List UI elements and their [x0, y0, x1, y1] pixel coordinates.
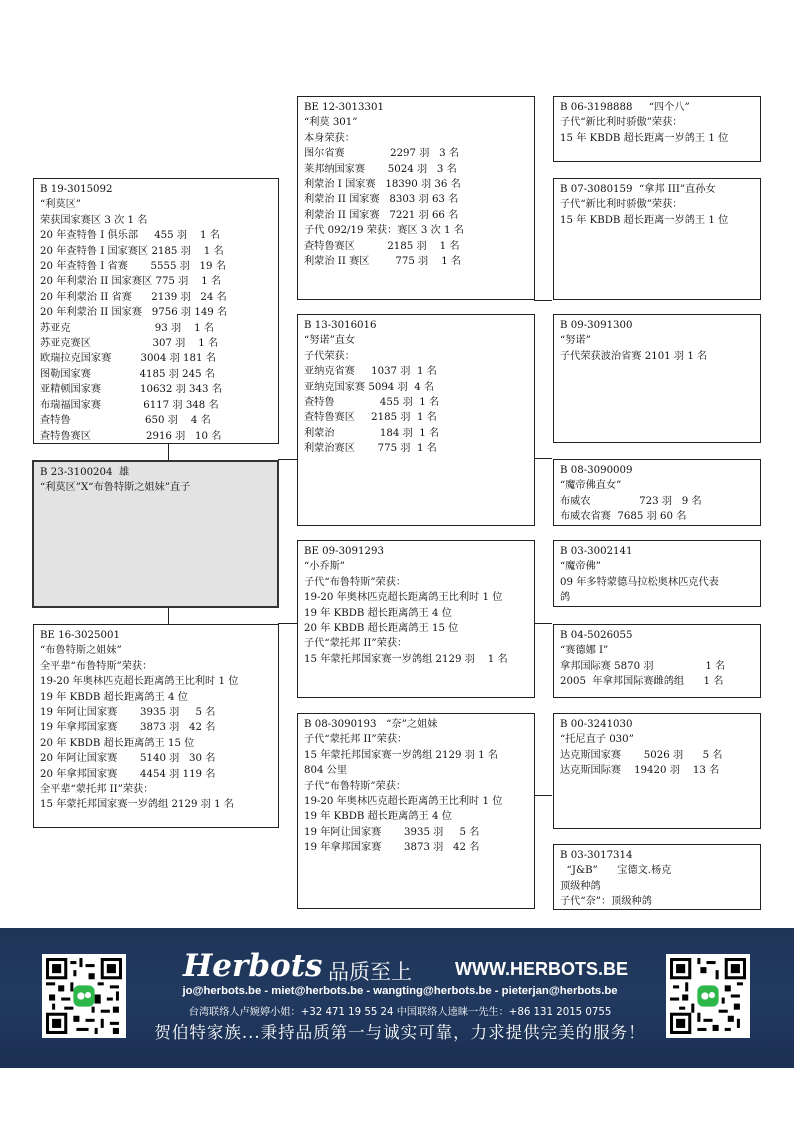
card-line: 15 年蒙托邦国家赛一岁鸽组 2129 羽 1 名: [40, 799, 234, 811]
card-line: “J&B” 宝德文.杨克: [560, 865, 672, 877]
card-line: 19 年阿让国家赛 3935 羽 5 名: [40, 707, 216, 719]
card-line: 利蒙治 II 国家赛 8303 羽 63 名: [304, 194, 459, 206]
card-line: “努诺”直女: [304, 335, 356, 347]
ancestor-card: [553, 314, 761, 443]
card-line: 19-20 年奥林匹克超长距离鸽王比利时 1 位: [40, 676, 239, 688]
card-line: 鸽: [560, 592, 571, 604]
card-line: 09 年多特蒙德马拉松奥林匹克代表: [560, 576, 719, 588]
card-line: 子代“新比利时骄傲”荣获：: [560, 117, 683, 129]
ancestor-card: [553, 540, 761, 607]
ring-number: B 04-5026055: [560, 630, 633, 641]
card-line: 图勒国家赛 4185 羽 245 名: [40, 368, 215, 380]
ring-number: B 19-3015092: [40, 184, 113, 195]
card-line: “小乔斯”: [304, 561, 345, 573]
card-line: 查特鲁 455 羽 1 名: [304, 397, 440, 409]
card-line: “利莫区”X“布鲁特斯之姐妹”直子: [40, 482, 191, 494]
sire-dam-card: [297, 314, 535, 526]
card-line: 19-20 年奥林匹克超长距离鸽王比利时 1 位: [304, 592, 503, 604]
card-line: 查特鲁赛区 2916 羽 10 名: [40, 430, 222, 442]
connector-line: [168, 607, 169, 624]
contact-numbers: 台湾联络人卢婉婷小姐：+32 471 19 55 24 中国联络人逵睐一先生：+86 131 2015 0755: [188, 1007, 612, 1018]
ring-number: B 23-3100204 雄: [40, 467, 130, 478]
card-line: 20 年阿让国家赛 5140 羽 30 名: [40, 753, 216, 765]
card-line: 利蒙治 184 羽 1 名: [304, 427, 440, 439]
footer-slogan: 贺伯特家族...秉持品质第一与诚实可靠，力求提供完美的服务！: [154, 1023, 646, 1042]
card-line: 查特鲁赛区 2185 羽 1 名: [304, 240, 460, 252]
card-line: 亚纳克省赛 1037 羽 1 名: [304, 366, 437, 378]
dam-dam-card: [297, 713, 535, 909]
card-line: 20 年查特鲁 I 国家赛区 2185 羽 1 名: [40, 245, 224, 257]
ancestor-card: [553, 459, 761, 526]
card-line: 20 年利蒙治 II 国家赛区 775 羽 1 名: [40, 276, 222, 288]
connector-line: [278, 623, 298, 624]
card-line: 子代“蒙托邦 II”荣获：: [304, 638, 408, 650]
card-line: “托尼直子 030”: [560, 734, 634, 746]
card-line: “努诺”: [560, 335, 591, 347]
card-line: 达克斯国家赛 5026 羽 5 名: [560, 749, 723, 761]
qr-code-right[interactable]: [666, 954, 750, 1038]
connector-line: [168, 443, 169, 460]
card-line: 20 年利蒙治 II 省赛 2139 羽 24 名: [40, 291, 227, 303]
card-line: 19 年 KBDB 超长距离鸽王 4 位: [304, 811, 452, 823]
card-line: 苏亚克 93 羽 1 名: [40, 322, 215, 334]
card-line: “布鲁特斯之姐妹”: [40, 645, 122, 657]
card-line: 19 年拿邦国家赛 3873 羽 42 名: [304, 842, 480, 854]
ancestor-card: [553, 844, 761, 910]
subject-card: [32, 460, 279, 608]
ring-number: B 03-3002141: [560, 546, 633, 557]
card-line: 布瑞福国家赛 6117 羽 348 名: [40, 399, 219, 411]
dam-sire-card: [297, 540, 535, 698]
card-line: 15 年 KBDB 超长距离一岁鸽王 1 位: [560, 132, 729, 144]
card-line: 利蒙治 II 赛区 775 羽 1 名: [304, 256, 462, 268]
card-line: 20 年 KBDB 超长距离鸽王 15 位: [40, 737, 195, 749]
card-line: 拿邦国际赛 5870 羽 1 名: [560, 660, 726, 672]
card-line: 19-20 年奥林匹克超长距离鸽王比利时 1 位: [304, 796, 503, 808]
card-line: 子代“蒙托邦 II”荣获：: [304, 734, 408, 746]
ancestor-card: [553, 624, 761, 698]
card-line: 19 年拿邦国家赛 3873 羽 42 名: [40, 722, 216, 734]
card-line: 利蒙治 I 国家赛 18390 羽 36 名: [304, 179, 461, 191]
card-line: “魔帝佛”: [560, 561, 601, 573]
card-line: 苏亚克赛区 307 羽 1 名: [40, 338, 219, 350]
card-line: 子代 092/19 荣获：赛区 3 次 1 名: [304, 225, 464, 237]
ring-number: B 08-3090009: [560, 465, 633, 476]
card-line: 20 年查特鲁 I 省赛 5555 羽 19 名: [40, 261, 226, 273]
card-line: 达克斯国际赛 19420 羽 13 名: [560, 765, 720, 777]
qr-code-left[interactable]: [42, 954, 126, 1038]
ancestor-card: [553, 178, 761, 300]
card-line: “赛德娜 I”: [560, 645, 609, 657]
card-line: 莱邦纳国家赛 5024 羽 3 名: [304, 163, 457, 175]
card-line: 布威农省赛 7685 羽 60 名: [560, 511, 687, 523]
card-line: 利蒙治赛区 775 羽 1 名: [304, 443, 437, 455]
card-line: 查特鲁赛区 2185 羽 1 名: [304, 412, 437, 424]
card-line: 20 年利蒙治 II 国家赛 9756 羽 149 名: [40, 307, 228, 319]
connector-line: [278, 459, 298, 460]
website-link[interactable]: WWW.HERBOTS.BE: [455, 959, 628, 979]
qr-code-icon: [670, 958, 746, 1034]
card-line: “利莫 301”: [304, 117, 358, 129]
card-line: 布威农 723 羽 9 名: [560, 495, 702, 507]
card-line: 荣获国家赛区 3 次 1 名: [40, 214, 148, 226]
card-line: 804 公里: [304, 765, 348, 777]
card-line: 20 年拿邦国家赛 4454 羽 119 名: [40, 768, 216, 780]
card-line: 19 年阿让国家赛 3935 羽 5 名: [304, 826, 480, 838]
card-line: 全平辈“蒙托邦 II”荣获：: [40, 784, 154, 796]
connector-line: [534, 300, 552, 301]
ring-number: B 07-3080159 “拿邦 III”直孙女: [560, 184, 716, 195]
card-line: 子代“布鲁特斯”荣获：: [304, 780, 407, 792]
herbots-logo[interactable]: Herbots: [183, 948, 323, 984]
card-line: 子代“新比利时骄傲”荣获：: [560, 199, 683, 211]
sire-sire-card: [297, 96, 535, 300]
card-line: 子代“布鲁特斯”荣获：: [304, 576, 407, 588]
connector-line: [534, 795, 552, 796]
card-line: 15 年 KBDB 超长距离一岁鸽王 1 位: [560, 214, 729, 226]
ring-number: BE 09-3091293: [304, 546, 384, 557]
brand-header: [183, 948, 628, 988]
card-line: 2005 年拿邦国际赛雌鸽组 1 名: [560, 676, 724, 688]
card-line: 20 年 KBDB 超长距离鸽王 15 位: [304, 623, 459, 635]
connector-line: [534, 623, 552, 624]
card-line: “魔帝佛直女”: [560, 480, 622, 492]
card-line: 子代荣获波治省赛 2101 羽 1 名: [560, 350, 708, 362]
card-line: 19 年 KBDB 超长距离鸽王 4 位: [304, 607, 452, 619]
card-line: 全平辈“布鲁特斯”荣获：: [40, 660, 153, 672]
ring-number: B 09-3091300: [560, 320, 633, 331]
card-line: 查特鲁 650 羽 4 名: [40, 415, 211, 427]
sire-card: [33, 178, 279, 444]
card-line: 15 年蒙托邦国家赛一岁鸽组 2129 羽 1 名: [304, 749, 498, 761]
card-line: 15 年蒙托邦国家赛一岁鸽组 2129 羽 1 名: [304, 653, 508, 665]
ring-number: B 08-3090193 “奈”之姐妹: [304, 719, 438, 730]
ring-number: B 00-3241030: [560, 719, 633, 730]
card-line: 本身荣获：: [304, 132, 355, 144]
card-line: 亚纳克国家赛 5094 羽 4 名: [304, 381, 435, 393]
dam-card: [33, 624, 279, 828]
ancestor-card: [553, 713, 761, 829]
card-line: “利莫区”: [40, 199, 81, 211]
ring-number: BE 12-3013301: [304, 102, 384, 113]
ring-number: BE 16-3025001: [40, 630, 120, 641]
qr-code-icon: [46, 958, 122, 1034]
ring-number: B 03-3017314: [560, 850, 633, 861]
card-line: 20 年查特鲁 I 俱乐部 455 羽 1 名: [40, 230, 220, 242]
ring-number: B 06-3198888 “四个八”: [560, 102, 690, 113]
card-line: 图尔省赛 2297 羽 3 名: [304, 148, 460, 160]
card-line: 亚精顿国家赛 10632 羽 343 名: [40, 384, 222, 396]
ancestor-card: [553, 96, 761, 162]
ring-number: B 13-3016016: [304, 320, 377, 331]
card-line: 19 年 KBDB 超长距离鸽王 4 位: [40, 691, 188, 703]
connector-line: [534, 458, 552, 459]
card-line: 子代“奈”：顶级种鸽: [560, 896, 652, 908]
brand-tagline: 品质至上: [328, 960, 412, 984]
card-line: 利蒙治 II 国家赛 7221 羽 66 名: [304, 209, 459, 221]
card-line: 顶级种鸽: [560, 880, 601, 892]
card-line: 欧瑞拉克国家赛 3004 羽 181 名: [40, 353, 216, 365]
email-list[interactable]: jo@herbots.be - miet@herbots.be - wangting@herbots.be - pieterjan@herbots.be: [182, 985, 618, 997]
card-line: 子代荣获：: [304, 350, 355, 362]
